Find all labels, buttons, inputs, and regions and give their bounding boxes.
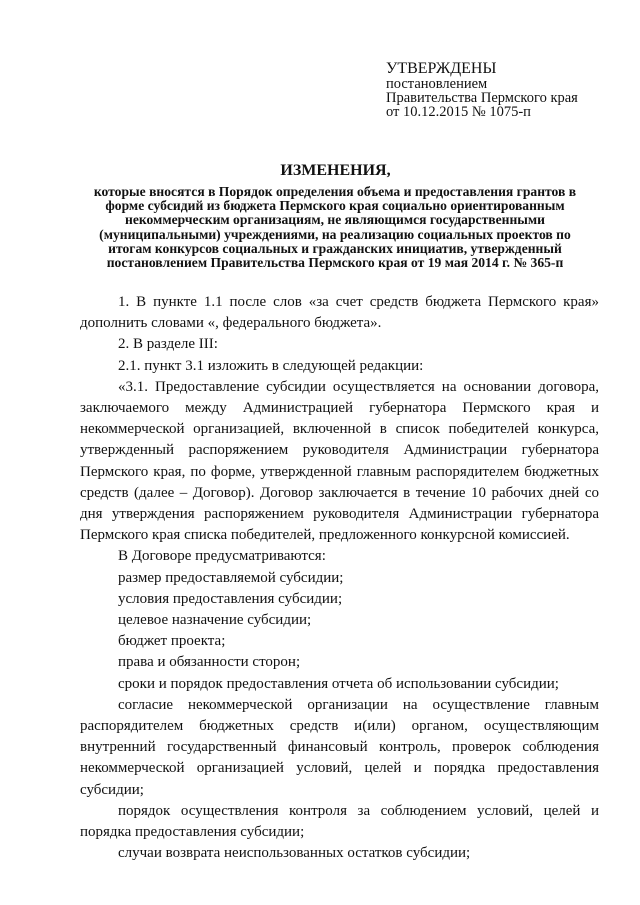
approval-heading: УТВЕРЖДЕНЫ: [386, 60, 497, 77]
approval-line-3: от 10.12.2015 № 1075-п: [386, 104, 531, 120]
approval-line-2: Правительства Пермского края: [386, 90, 578, 106]
approval-line-1: постановлением: [386, 76, 488, 92]
paragraph-2: 2. В разделе III:: [118, 336, 218, 353]
paragraph-5: В Договоре предусматриваются:: [118, 548, 326, 565]
list-item-budget: бюджет проекта;: [118, 633, 226, 650]
list-item-control: порядок осуществления контроля за соблюдением условий, целей и порядка предоставления субсидии;: [80, 802, 599, 841]
list-item-rights: права и обязанности сторон;: [118, 654, 301, 671]
document-subtitle: которые вносятся в Порядок определения объема и предоставления грантов в форме субсидий из бюджета Пермского края социально ориентированным некоммерческим организациям, не являющимся государственными (муниципальными) учреждениями, на реализацию социальных проектов по итогам конкурсов социальных и гражданских инициатив, утвержденный постановлением Правительства Пермского края от 19 мая 2014 г. № 365-п: [93, 184, 577, 271]
document-title: ИЗМЕНЕНИЯ,: [280, 162, 391, 179]
approval-stamp: [386, 60, 616, 119]
paragraph-3: 2.1. пункт 3.1 изложить в следующей редакции:: [118, 357, 424, 374]
paragraph-4: «3.1. Предоставление субсидии осуществляется на основании договора, заключаемого между Администрацией губернатора Пермского края и некоммерческой организацией, включенной в список победителей конкурса, утвержденный распоряжением руководителя Администрации губернатора Пермского края, по форме, утвержденной главным распорядителем бюджетных средств (далее – Договор). Договор заключается в течение 10 рабочих дней со дня утверждения распоряжением руководителя Администрации губернатора Пермского края списка победителей, предложенного конкурсной комиссией.: [80, 378, 599, 544]
list-item-consent: согласие некоммерческой организации на осуществление главным распорядителем бюджетных средств и(или) органом, осуществляющим внутренний государственный финансовый контроль, проверок соблюдения некоммерческой организацией условий, целей и порядка предоставления субсидии;: [80, 696, 599, 798]
list-item-subsidy-size: размер предоставляемой субсидии;: [118, 569, 344, 586]
document-body: [80, 292, 599, 864]
list-item-purpose: целевое назначение субсидии;: [118, 612, 312, 629]
list-item-refund: случаи возврата неиспользованных остатков субсидии;: [118, 845, 471, 862]
paragraph-1: 1. В пункте 1.1 после слов «за счет средств бюджета Пермского края» дополнить словами «, федерального бюджета».: [80, 294, 599, 332]
list-item-report: сроки и порядок предоставления отчета об использовании субсидии;: [118, 675, 559, 692]
list-item-conditions: условия предоставления субсидии;: [118, 590, 343, 607]
